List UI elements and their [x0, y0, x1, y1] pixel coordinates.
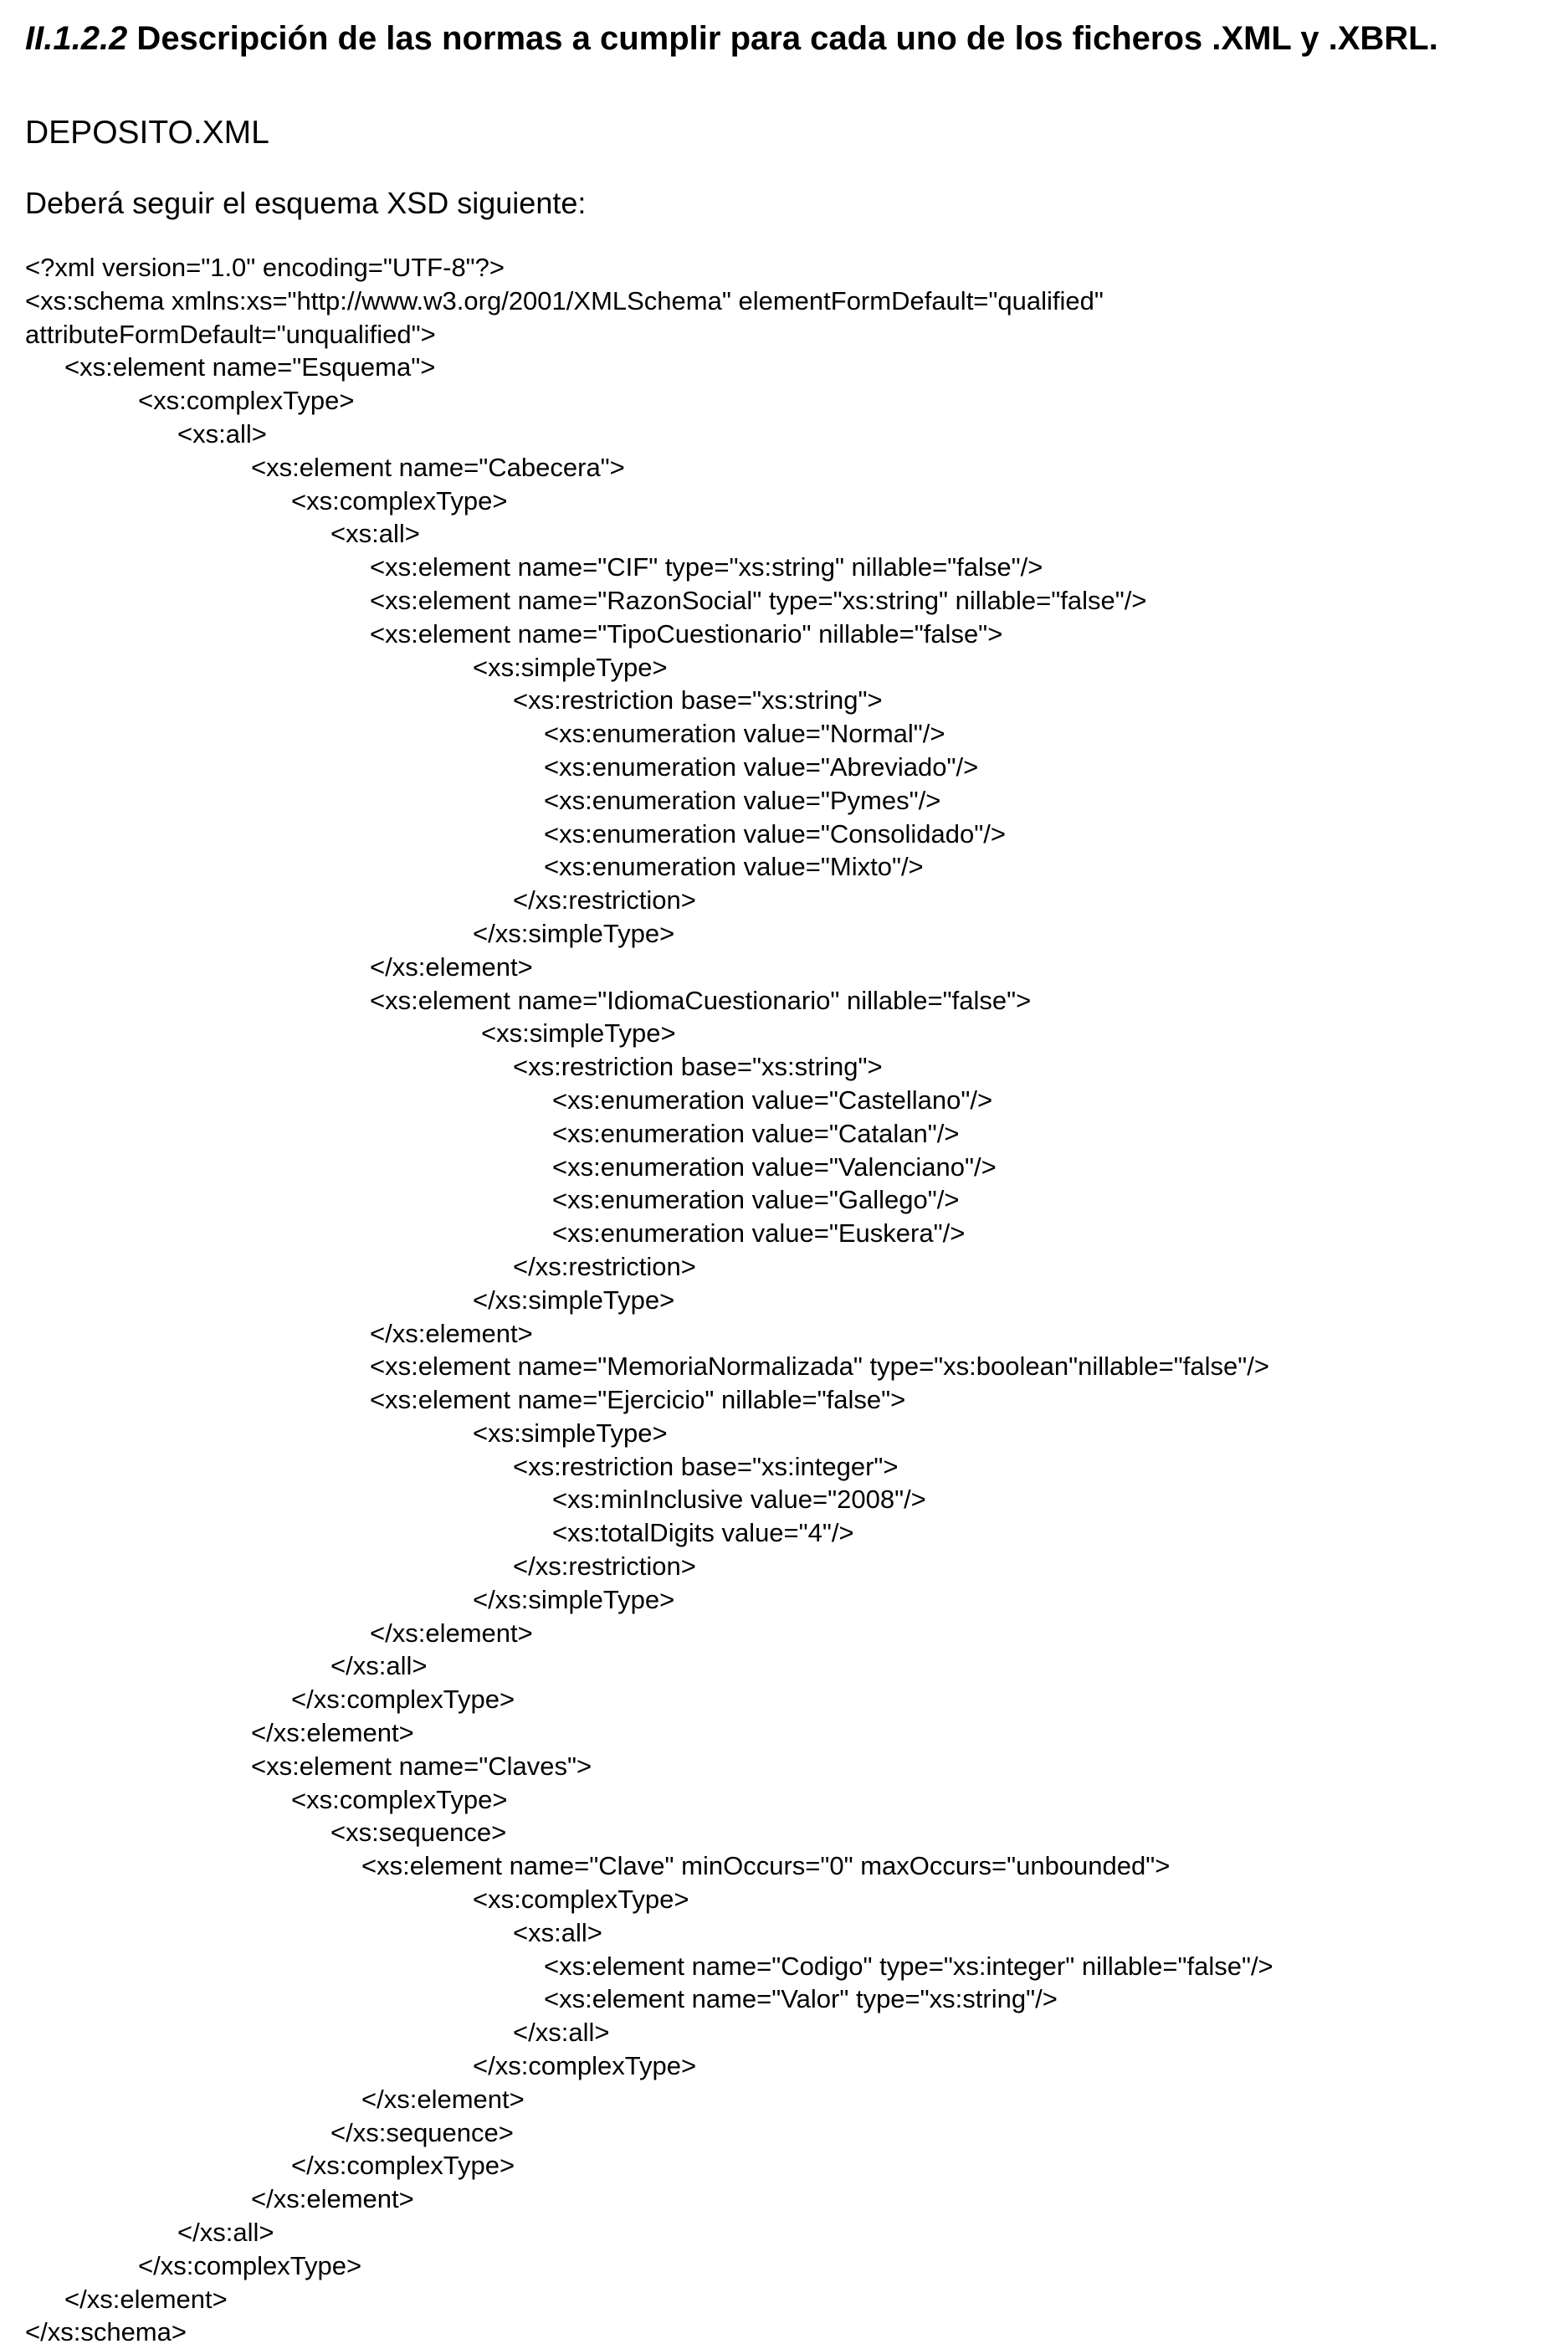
code-line: <xs:enumeration value="Consolidado"/> — [544, 818, 1006, 849]
section-title — [25, 15, 1438, 62]
code-line: <xs:simpleType> — [473, 652, 668, 682]
code-line: </xs:simpleType> — [473, 1285, 675, 1315]
code-line: </xs:complexType> — [138, 2250, 362, 2280]
code-line: <xs:restriction base="xs:integer"> — [513, 1451, 899, 1481]
code-line: <xs:complexType> — [291, 485, 508, 515]
code-line: <xs:element name="Esquema"> — [64, 352, 436, 382]
code-line: </xs:element> — [370, 951, 533, 982]
code-line: <xs:simpleType> — [481, 1018, 676, 1049]
code-line: <xs:all> — [513, 1917, 602, 1947]
intro-text: Deberá seguir el esquema XSD siguiente: — [25, 186, 587, 220]
code-line: <xs:element name="Valor" type="xs:string"/> — [544, 1984, 1058, 2014]
code-line: <xs:enumeration value="Mixto"/> — [544, 852, 924, 882]
code-line: <xs:enumeration value="Euskera"/> — [552, 1218, 966, 1249]
code-line: <xs:enumeration value="Pymes"/> — [544, 785, 941, 815]
section-number: II.1.2.2 — [25, 20, 128, 57]
code-line: <xs:complexType> — [291, 1784, 508, 1814]
code-line: <xs:enumeration value="Abreviado"/> — [544, 751, 979, 782]
code-line: </xs:element> — [251, 1718, 414, 1748]
code-line: <xs:element name="Cabecera"> — [251, 452, 625, 482]
code-line: <xs:enumeration value="Valenciano"/> — [552, 1151, 997, 1182]
code-line: <xs:element name="Codigo" type="xs:integer" nillable="false"/> — [544, 1951, 1273, 1981]
code-line: attributeFormDefault="unqualified"> — [25, 319, 436, 349]
code-line: <xs:element name="MemoriaNormalizada" type="xs:boolean"nillable="false"/> — [370, 1351, 1269, 1382]
code-line: <xs:all> — [177, 418, 267, 449]
code-line: </xs:complexType> — [291, 2151, 515, 2181]
code-line: <xs:minInclusive value="2008"/> — [552, 1485, 926, 1515]
code-line: </xs:restriction> — [513, 1551, 696, 1582]
code-line: <xs:simpleType> — [473, 1418, 668, 1448]
code-line: </xs:simpleType> — [473, 918, 675, 948]
code-line: <xs:sequence> — [331, 1818, 507, 1848]
code-line: </xs:simpleType> — [473, 1584, 675, 1614]
code-line: <xs:element name="RazonSocial" type="xs:string" nillable="false"/> — [370, 585, 1147, 615]
code-line: <xs:all> — [331, 519, 420, 549]
code-line: <xs:element name="Claves"> — [251, 1751, 592, 1781]
code-line: </xs:element> — [64, 2284, 228, 2314]
code-line: </xs:schema> — [25, 2317, 187, 2347]
code-line: <xs:element name="Ejercicio" nillable="false"> — [370, 1385, 906, 1415]
code-line: <xs:restriction base="xs:string"> — [513, 1052, 883, 1082]
code-line: </xs:all> — [513, 2018, 610, 2048]
code-line: </xs:restriction> — [513, 1251, 696, 1281]
code-line: <xs:restriction base="xs:string"> — [513, 685, 883, 715]
code-line: </xs:element> — [370, 1318, 533, 1348]
code-line: <xs:totalDigits value="4"/> — [552, 1518, 854, 1548]
section-title-text: Descripción de las normas a cumplir para cada uno de los ficheros .XML y .XBRL. — [127, 20, 1438, 57]
code-line: <?xml version="1.0" encoding="UTF-8"?> — [25, 253, 505, 282]
code-line: <xs:enumeration value="Gallego"/> — [552, 1185, 960, 1215]
code-line: <xs:complexType> — [138, 386, 355, 416]
code-line: <xs:enumeration value="Normal"/> — [544, 719, 945, 749]
code-line: </xs:element> — [361, 2084, 525, 2114]
code-line: </xs:restriction> — [513, 885, 696, 915]
code-line: <xs:element name="Clave" minOccurs="0" maxOccurs="unbounded"> — [361, 1851, 1171, 1881]
code-line: <xs:schema xmlns:xs="http://www.w3.org/2001/XMLSchema" elementFormDefault="qualified" — [25, 285, 1104, 315]
code-line: <xs:element name="IdiomaCuestionario" nillable="false"> — [370, 985, 1032, 1015]
file-subheading: DEPOSITO.XML — [25, 115, 269, 151]
code-line: </xs:element> — [251, 2184, 414, 2214]
code-line: </xs:complexType> — [291, 1685, 515, 1715]
xsd-code-block — [0, 251, 1568, 2349]
code-line: </xs:complexType> — [473, 2051, 697, 2081]
code-line: <xs:element name="CIF" type="xs:string" nillable="false"/> — [370, 552, 1043, 582]
code-line: </xs:element> — [370, 1618, 533, 1648]
code-line: <xs:enumeration value="Catalan"/> — [552, 1118, 960, 1148]
code-line: </xs:all> — [331, 1651, 428, 1681]
code-line: <xs:complexType> — [473, 1885, 689, 1915]
code-line: </xs:sequence> — [331, 2117, 514, 2147]
code-line: <xs:enumeration value="Castellano"/> — [552, 1085, 993, 1115]
code-line: </xs:all> — [177, 2218, 274, 2248]
code-line: <xs:element name="TipoCuestionario" nillable="false"> — [370, 618, 1003, 649]
